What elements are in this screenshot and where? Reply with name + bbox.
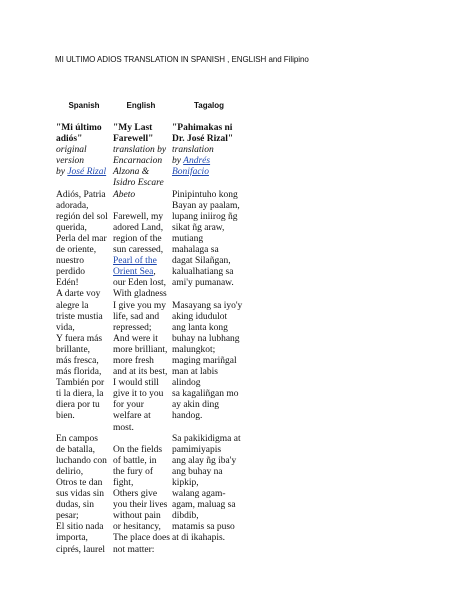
poem-line: [172, 367, 278, 378]
line-text: ami'y pumanaw.: [172, 278, 234, 289]
poem-title-line: [172, 134, 278, 145]
poem-line: [172, 522, 278, 533]
poem-line: [172, 201, 278, 212]
line-text: A darte voy: [56, 289, 101, 300]
stanza-break: [172, 423, 278, 434]
poem-line: [56, 467, 112, 478]
poem-line: [56, 389, 112, 400]
line-text: buhay na lubhang: [172, 333, 240, 344]
line-text: Encarnacion: [113, 156, 163, 167]
poem-line: [56, 323, 112, 334]
poem-line: [172, 389, 278, 400]
line-text: bien.: [56, 411, 75, 422]
poem-line: [172, 345, 278, 356]
poem-line: [56, 245, 112, 256]
poem-line: [172, 256, 278, 267]
line-text: Adiós, Patria: [56, 189, 106, 200]
line-text: Y fuera más: [56, 333, 103, 344]
poem-line: [56, 478, 112, 489]
translation-credit-line: [113, 167, 169, 178]
line-text: ciprés, laurel: [56, 544, 106, 555]
poem-line: [113, 489, 169, 500]
poem-line: [56, 434, 112, 445]
poem-line: [172, 456, 278, 467]
line-text: "My Last: [113, 123, 153, 133]
poem-line: [113, 445, 169, 456]
poem-line: [172, 212, 278, 223]
poem-title-line: [172, 123, 278, 134]
poem-line: [172, 467, 278, 478]
translation-credit-line: [113, 190, 169, 201]
line-text: querida,: [56, 222, 87, 233]
poem-line: [113, 423, 169, 434]
line-text: dibdib,: [172, 511, 199, 522]
poem-line: [56, 445, 112, 456]
line-text: The place does: [113, 533, 170, 544]
stanza-break: [56, 178, 112, 189]
poem-line: [172, 411, 278, 422]
poem-line: [113, 500, 169, 511]
stanza-break: [56, 423, 112, 434]
line-text: Masayang sa iyo'y: [172, 300, 243, 311]
line-text: En campos: [56, 433, 98, 444]
poem-line: [113, 345, 169, 356]
line-text: more brilliant,: [113, 344, 168, 355]
poem-line: [113, 400, 169, 411]
poem-line: [113, 389, 169, 400]
poem-line: [172, 234, 278, 245]
line-text: kipkip,: [172, 478, 199, 488]
line-text: alindog: [172, 378, 201, 389]
poem-line: [56, 212, 112, 223]
line-text: importa,: [56, 533, 88, 544]
translation-credit-line: [172, 156, 278, 167]
line-text: Isidro Escare: [113, 178, 164, 189]
poem-line: [56, 345, 112, 356]
english-column: [113, 123, 169, 556]
poem-line: [56, 234, 112, 245]
line-text: ay akin ding: [172, 400, 219, 411]
line-text: mutiang: [172, 233, 204, 244]
poem-line: [172, 400, 278, 411]
poem-title-line: [56, 123, 112, 134]
poem-line: [113, 234, 169, 245]
poem-line: [113, 301, 169, 312]
poem-line: [113, 545, 169, 556]
poem-line: [56, 278, 112, 289]
poem-line: [56, 356, 112, 367]
line-text: dagat Silañgan,: [172, 256, 231, 267]
line-text: "Mi último: [56, 123, 102, 133]
poem-line: [113, 212, 169, 223]
poem-line: [113, 522, 169, 533]
tagalog-column: [172, 123, 278, 545]
hyperlink[interactable]: Pearl of the: [113, 256, 157, 267]
line-text: you their lives: [113, 500, 168, 511]
line-text: perdido: [56, 267, 86, 278]
line-text: más fresca,: [56, 355, 99, 366]
poem-title-line: [113, 123, 169, 134]
line-text: walang agam-: [172, 489, 226, 500]
poem-line: [113, 245, 169, 256]
poem-line: [56, 289, 112, 300]
line-text: the fury of: [113, 466, 154, 477]
poem-line: [172, 245, 278, 256]
poem-line: [113, 278, 169, 289]
line-text: ang alay ñg iba'y: [172, 455, 237, 466]
poem-line: [172, 190, 278, 201]
line-text: Others give: [113, 489, 158, 500]
poem-line: [56, 378, 112, 389]
hyperlink[interactable]: Andrés: [183, 156, 211, 167]
poem-line: [172, 511, 278, 522]
poem-line: [56, 256, 112, 267]
line-text: kalualhatiang sa: [172, 267, 234, 278]
line-text: welfare at: [113, 411, 151, 422]
poem-line: [113, 267, 169, 278]
line-text: version: [56, 156, 84, 167]
stanza-break: [172, 178, 278, 189]
translation-credit-line: [113, 145, 169, 156]
line-text: translation by: [113, 145, 167, 156]
poem-line: [172, 356, 278, 367]
poem-line: [56, 400, 112, 411]
line-text: give it to you: [113, 389, 164, 400]
line-text: de batalla,: [56, 444, 96, 455]
line-text: or hesitancy,: [113, 522, 161, 533]
poem-line: [172, 478, 278, 489]
line-text: lupang iniirog ñg: [172, 211, 238, 222]
poem-line: [56, 500, 112, 511]
poem-line: [56, 511, 112, 522]
poem-line: [113, 467, 169, 478]
line-text: sikat ñg araw,: [172, 222, 225, 233]
line-text: sun caressed,: [113, 245, 164, 256]
line-text: Farewell": [113, 134, 154, 145]
line-text: With gladness: [113, 289, 167, 300]
translation-credit-line: [172, 145, 278, 156]
poem-line: [172, 445, 278, 456]
spanish-column: [56, 123, 112, 556]
line-text: El sitio nada: [56, 522, 104, 533]
poem-line: [56, 545, 112, 556]
line-text: triste mustia: [56, 311, 103, 322]
poem-line: [56, 334, 112, 345]
poem-line: [113, 378, 169, 389]
poem-line: [56, 201, 112, 212]
hyperlink[interactable]: Orient Sea: [113, 267, 154, 278]
document-title: MI ULTIMO ADIOS TRANSLATION IN SPANISH , ENGLISH and Filipino: [55, 55, 309, 64]
poem-line: [113, 312, 169, 323]
line-text: diera por tu: [56, 400, 100, 411]
poem-line: [113, 223, 169, 234]
poem-line: [113, 478, 169, 489]
line-text: adorada,: [56, 200, 89, 211]
line-text: life, sad and: [113, 311, 160, 322]
line-text: ang lanta kong: [172, 322, 228, 333]
line-text: man at labis: [172, 367, 218, 378]
poem-line: [172, 323, 278, 334]
line-text: without pain: [113, 511, 161, 522]
poem-line: [56, 312, 112, 323]
line-text: On the fields: [113, 444, 163, 455]
line-text: repressed;: [113, 322, 152, 333]
poem-line: [113, 411, 169, 422]
column-header-english: English: [126, 101, 156, 110]
line-text: at di ikahapis.: [172, 533, 226, 544]
line-text: handog.: [172, 411, 203, 422]
line-text: by: [56, 167, 68, 178]
poem-line: [172, 312, 278, 323]
poem-line: [113, 511, 169, 522]
poem-line: [56, 411, 112, 422]
line-text: pamimiyapis: [172, 444, 222, 455]
line-text: fight,: [113, 478, 134, 488]
line-text: I give you my: [113, 300, 167, 311]
poem-line: [113, 334, 169, 345]
line-text: adored Land,: [113, 222, 164, 233]
poem-line: [172, 267, 278, 278]
line-text: "Pahimakas ni: [172, 123, 233, 133]
line-text: Bayan ay paalam,: [172, 200, 240, 211]
line-text: our Eden lost,: [113, 278, 167, 289]
poem-line: [113, 289, 169, 300]
line-text: by: [172, 156, 184, 167]
stanza-break: [113, 201, 169, 212]
line-text: translation: [172, 145, 214, 156]
poem-line: [56, 533, 112, 544]
line-text: Edén!: [56, 278, 79, 289]
line-suffix: ,: [153, 267, 156, 278]
line-text: adiós": [56, 134, 83, 145]
line-text: sa kagaliñgan mo: [172, 389, 239, 400]
line-text: Perla del mar: [56, 233, 107, 244]
translation-credit-line: [56, 167, 112, 178]
poem-line: [113, 533, 169, 544]
poem-title-line: [113, 134, 169, 145]
translation-credit-line: [113, 156, 169, 167]
line-text: agam, maluag sa: [172, 500, 236, 511]
poem-line: [56, 301, 112, 312]
poem-line: [56, 456, 112, 467]
line-text: Sa pakikidigma at: [172, 433, 241, 444]
poem-line: [56, 267, 112, 278]
translation-credit-line: [56, 156, 112, 167]
line-text: And were it: [113, 333, 158, 344]
line-text: not matter:: [113, 544, 155, 555]
poem-line: [113, 323, 169, 334]
line-text: sus vidas sin: [56, 489, 105, 500]
poem-line: [56, 489, 112, 500]
poem-line: [172, 278, 278, 289]
poem-line: [172, 223, 278, 234]
line-text: Abeto: [113, 189, 136, 200]
line-text: de oriente,: [56, 245, 97, 256]
hyperlink[interactable]: José Rizal: [67, 167, 107, 178]
poem-line: [113, 256, 169, 267]
line-text: I would still: [113, 378, 159, 389]
line-text: vida,: [56, 322, 75, 333]
line-text: delirio,: [56, 466, 84, 477]
line-text: más florida,: [56, 367, 102, 378]
line-text: maging mariñgal: [172, 355, 237, 366]
column-header-spanish: Spanish: [68, 101, 100, 110]
line-text: nuestro: [56, 256, 84, 267]
line-text: Otros te dan: [56, 478, 103, 488]
line-text: brillante,: [56, 344, 91, 355]
line-text: mahalaga sa: [172, 245, 219, 256]
line-text: ang buhay na: [172, 466, 223, 477]
line-text: of battle, in: [113, 455, 157, 466]
line-text: and at its best,: [113, 367, 168, 378]
column-header-tagalog: Tagalog: [193, 101, 225, 110]
poem-line: [56, 223, 112, 234]
line-text: región del sol: [56, 211, 108, 222]
translation-credit-line: [172, 167, 278, 178]
translation-credit-line: [56, 145, 112, 156]
line-text: for your: [113, 400, 144, 411]
line-text: Alzona &: [113, 167, 150, 178]
poem-line: [172, 301, 278, 312]
poem-line: [172, 334, 278, 345]
line-text: También por: [56, 378, 105, 389]
line-text: aking idudulot: [172, 311, 228, 322]
line-text: more fresh: [113, 355, 154, 366]
poem-line: [113, 356, 169, 367]
poem-line: [172, 434, 278, 445]
line-text: most.: [113, 422, 134, 433]
translation-credit-line: [113, 178, 169, 189]
line-text: Pinipintuho kong: [172, 189, 238, 200]
line-text: matamis sa puso: [172, 522, 235, 533]
poem-line: [172, 378, 278, 389]
stanza-break: [113, 434, 169, 445]
line-text: ti la diera, la: [56, 389, 104, 400]
line-text: Farewell, my: [113, 211, 164, 222]
line-text: dudas, sin: [56, 500, 94, 511]
poem-line: [172, 489, 278, 500]
line-text: luchando con: [56, 455, 107, 466]
poem-line: [113, 367, 169, 378]
hyperlink[interactable]: Bonifacio: [172, 167, 209, 178]
line-text: alegre la: [56, 300, 89, 311]
poem-line: [56, 190, 112, 201]
poem-line: [113, 456, 169, 467]
line-text: Dr. José Rizal": [172, 134, 234, 145]
poem-line: [56, 522, 112, 533]
stanza-break: [172, 289, 278, 300]
line-text: region of the: [113, 233, 162, 244]
poem-line: [56, 367, 112, 378]
line-text: pesar;: [56, 511, 79, 522]
line-text: malungkot;: [172, 344, 216, 355]
line-text: original: [56, 145, 87, 156]
poem-title-line: [56, 134, 112, 145]
poem-line: [172, 533, 278, 544]
poem-line: [172, 500, 278, 511]
